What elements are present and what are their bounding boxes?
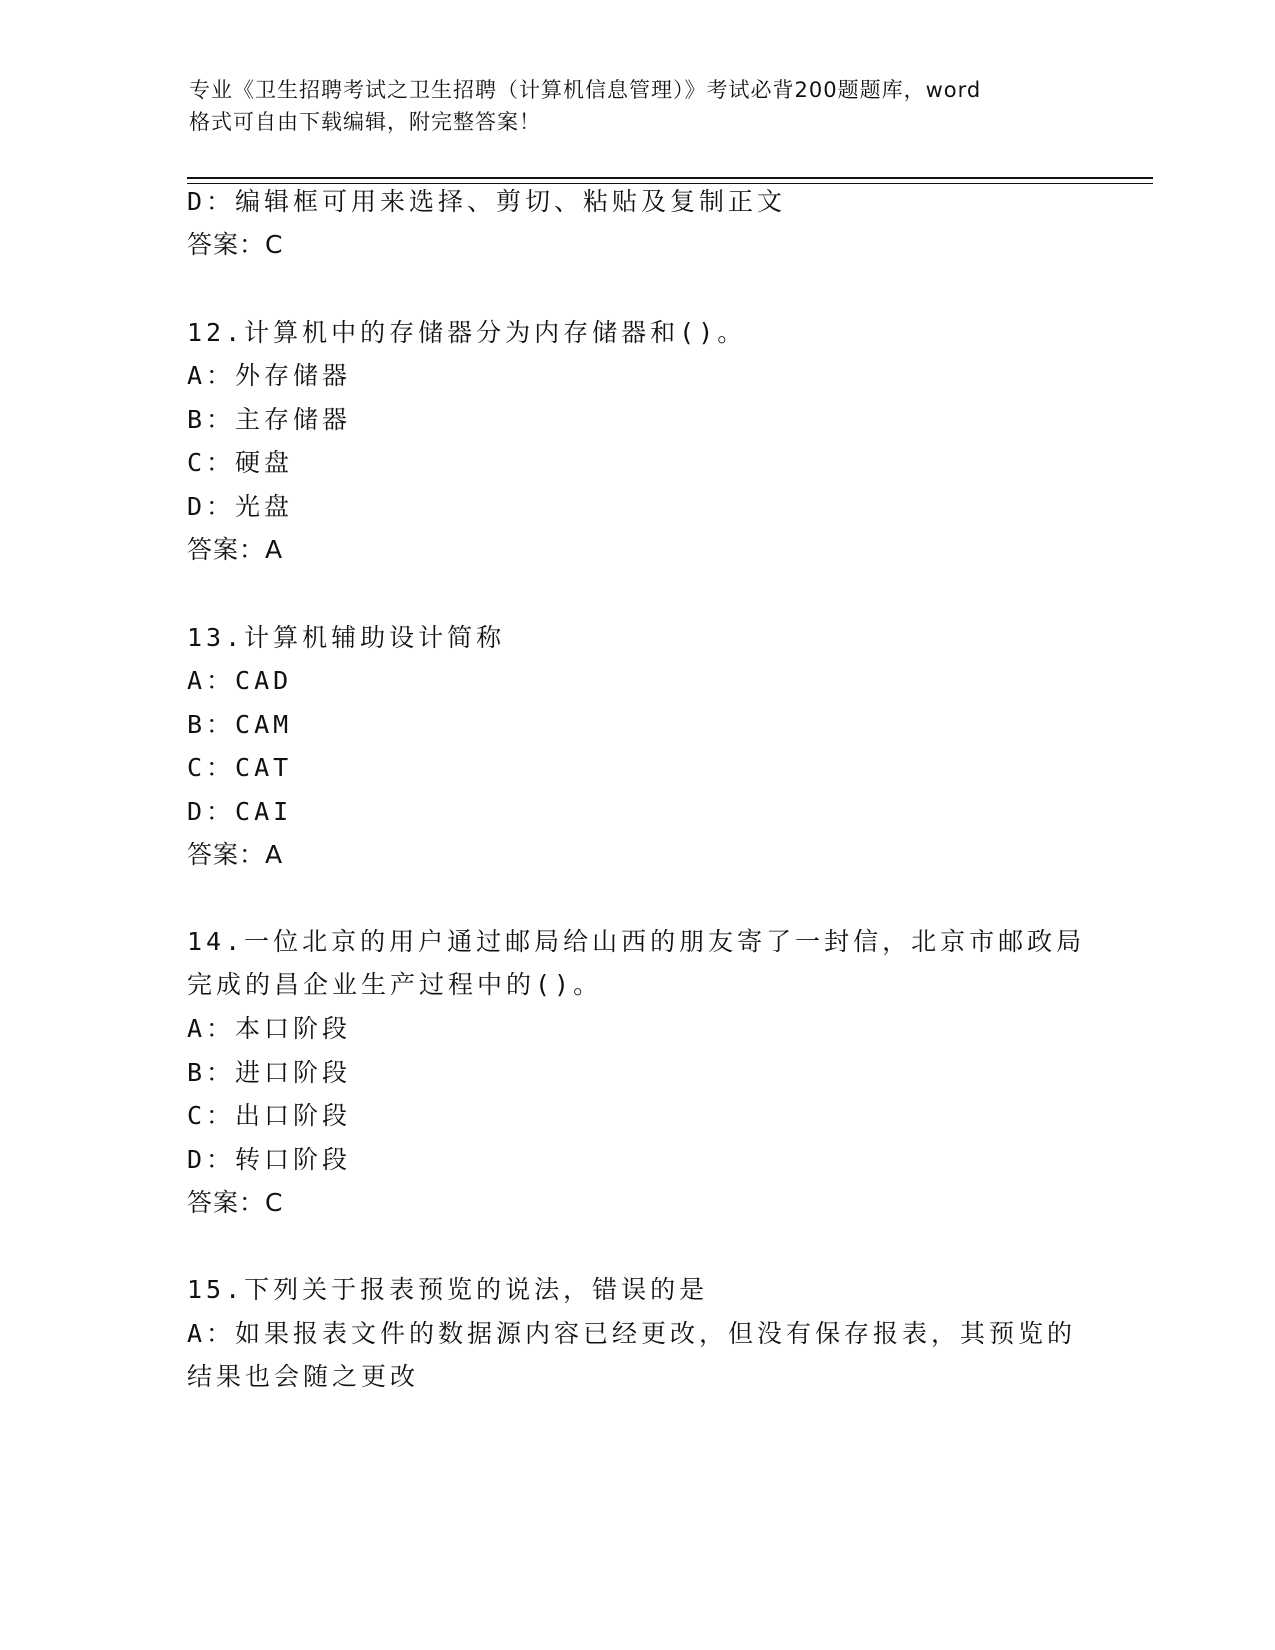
question-14-option-d: D：转口阶段 bbox=[187, 1145, 352, 1174]
question-12-option-d: D：光盘 bbox=[187, 492, 294, 521]
question-14-option-c: C：出口阶段 bbox=[187, 1101, 352, 1130]
question-14-text-line-2: 完成的昌企业生产过程中的()。 bbox=[187, 970, 603, 999]
question-13-option-d: D：CAI bbox=[187, 797, 293, 826]
question-12-answer: 答案：A bbox=[187, 535, 284, 564]
question-12-option-b: B：主存储器 bbox=[187, 405, 352, 434]
header-title-line-2: 格式可自由下载编辑，附完整答案！ bbox=[189, 110, 541, 134]
question-15-option-a-line-2: 结果也会随之更改 bbox=[187, 1362, 420, 1391]
question-15-text: 15.下列关于报表预览的说法，错误的是 bbox=[187, 1275, 709, 1304]
question-14-option-a: A：本口阶段 bbox=[187, 1014, 352, 1043]
prev-question-option-d: D：编辑框可用来选择、剪切、粘贴及复制正文 bbox=[187, 187, 787, 216]
question-12-option-a: A：外存储器 bbox=[187, 361, 352, 390]
question-12-text: 12.计算机中的存储器分为内存储器和()。 bbox=[187, 318, 747, 347]
question-14-option-b: B：进口阶段 bbox=[187, 1058, 352, 1087]
question-13-answer: 答案：A bbox=[187, 840, 284, 869]
question-13-option-b: B：CAM bbox=[187, 710, 293, 739]
header-title-line-1: 专业《卫生招聘考试之卫生招聘（计算机信息管理）》考试必背200题题库，word bbox=[189, 78, 982, 102]
header-divider-thick bbox=[187, 177, 1153, 179]
question-13-option-c: C：CAT bbox=[187, 753, 293, 782]
question-13-option-a: A：CAD bbox=[187, 666, 293, 695]
header-divider-thin bbox=[187, 183, 1153, 184]
document-header bbox=[189, 74, 1109, 138]
question-14-answer: 答案：C bbox=[187, 1188, 284, 1217]
question-15-option-a-line-1: A：如果报表文件的数据源内容已经更改，但没有保存报表，其预览的 bbox=[187, 1319, 1077, 1348]
question-12-option-c: C：硬盘 bbox=[187, 448, 294, 477]
question-13-text: 13.计算机辅助设计简称 bbox=[187, 623, 506, 652]
question-14-text-line-1: 14.一位北京的用户通过邮局给山西的朋友寄了一封信，北京市邮政局 bbox=[187, 927, 1086, 956]
prev-question-answer: 答案：C bbox=[187, 230, 284, 259]
